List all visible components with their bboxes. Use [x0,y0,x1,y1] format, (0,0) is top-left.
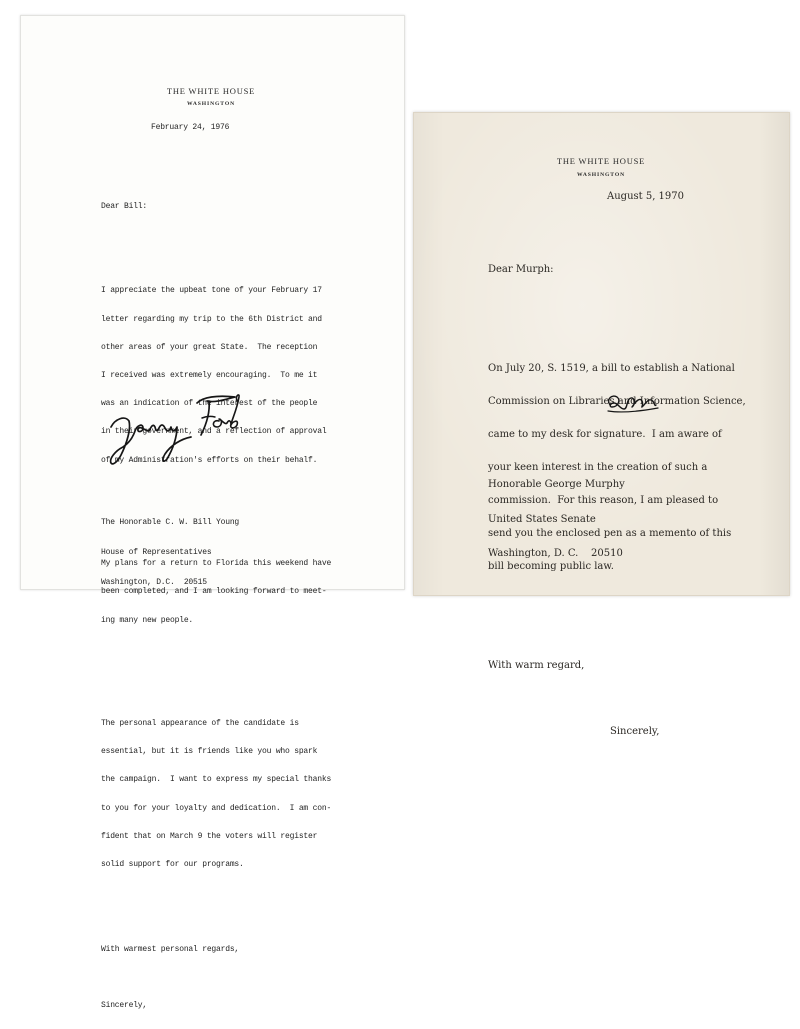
address-line: Honorable George Murphy [488,479,625,490]
letterhead-subtitle: WASHINGTON [576,172,626,178]
salutation: Dear Murph: [488,264,554,275]
letterhead-title: THE WHITE HOUSE [166,86,256,96]
signature-stroke [197,396,235,403]
closing: With warm regard, [488,660,585,671]
blank-line [488,693,746,704]
body-line: Commission on Libraries and Information Science, [488,396,746,407]
body-line: other areas of your great State. The reception [101,342,318,352]
body-line: bill becoming public law. [488,561,614,572]
body-line: ing many new people. [101,615,194,625]
signature-stroke [111,418,191,464]
salutation: Dear Bill: [101,201,148,211]
closing: With warmest personal regards, [101,944,240,954]
body-line: essential, but it is friends like you who spark [101,747,318,757]
address-line: Washington, D.C. 20515 [101,578,207,588]
valediction: Sincerely, [610,726,660,737]
body-line: The personal appearance of the candidate is [101,718,299,728]
signature [107,391,247,469]
letterhead-subtitle: WASHINGTON [186,101,236,107]
body-line: fident that on March 9 the voters will register [101,831,318,841]
blank-line [101,907,331,916]
blank-line [488,297,746,308]
paragraph [101,700,331,888]
letter-nixon-1970 [413,112,790,737]
blank-line [101,663,331,672]
body-line: your keen interest in the creation of such a [488,462,708,473]
signature-stroke [608,408,658,412]
body-line: send you the enclosed pen as a memento of this [488,528,732,539]
blank-line [488,616,746,627]
body-line: solid support for our programs. [101,859,244,869]
body-line: in their government, and a reflection of approval [101,427,327,437]
blank-line [101,973,331,982]
body-line: was an indication of the interest of the people [101,399,318,409]
body-line: came to my desk for signature. I am aware of [488,429,722,440]
body-line: I received was extremely encouraging. To me it [101,371,318,381]
letter-ford-1976 [20,15,405,1010]
body-line: letter regarding my trip to the 6th District and [101,314,322,324]
signature-stroke [609,396,656,409]
body-line: commission. For this reason, I am pleased to [488,495,719,506]
letter-date: August 5, 1970 [607,191,685,202]
recipient-address [488,457,625,583]
letterhead-title: THE WHITE HOUSE [556,156,646,166]
body-line: to you for your loyalty and dedication. I am con- [101,803,332,813]
valediction: Sincerely, [101,1000,148,1010]
body-line: I appreciate the upbeat tone of your February 17 [101,286,322,296]
blank-line [101,230,331,239]
address-line: The Honorable C. W. Bill Young [101,517,240,527]
body-line: of my Administration's efforts on their behalf. [101,455,318,465]
body-line: My plans for a return to Florida this weekend have [101,559,332,569]
body-line: On July 20, S. 1519, a bill to establish a National [488,363,735,374]
signature [604,391,660,417]
letter-date: February 24, 1976 [151,123,230,132]
address-line: House of Representatives [101,548,212,558]
address-line: United States Senate [488,513,596,525]
body-line: the campaign. I want to express my special thanks [101,775,332,785]
recipient-address [101,498,239,608]
signature-stroke [202,416,215,418]
body-line: been completed, and I am looking forward to meet- [101,587,327,597]
address-line: Washington, D. C. 20510 [488,548,623,559]
